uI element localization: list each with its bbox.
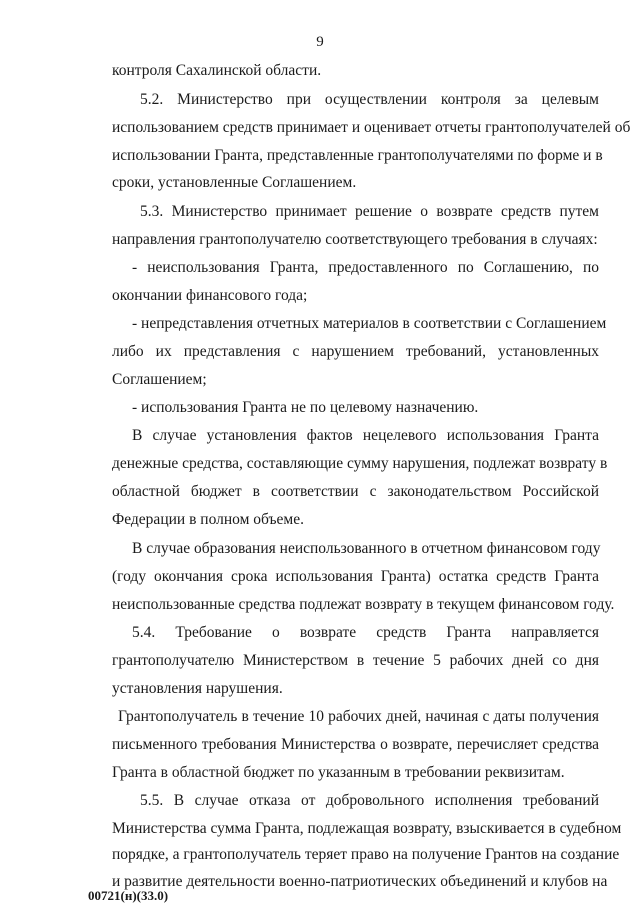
text-line: В случае установления фактов нецелевого использования Гранта: [132, 427, 599, 444]
text-line: (году окончания срока использования Гранта) остатка средств Гранта: [112, 568, 599, 585]
page-number: 9: [316, 34, 324, 50]
text-line: В случае образования неиспользованного в отчетном финансовом году: [132, 540, 601, 557]
text-line: 5.2. Министерство при осуществлении контроля за целевым: [140, 91, 599, 108]
text-line: грантополучателю Министерством в течение 5 рабочих дней со дня: [112, 652, 599, 669]
text-line: областной бюджет в соответствии с законодательством Российской: [112, 483, 599, 500]
text-line: - использования Гранта не по целевому назначению.: [132, 399, 479, 416]
text-line: письменного требования Министерства о возврате, перечисляет средства: [112, 736, 599, 753]
text-line: Министерства сумма Гранта, подлежащая возврату, взыскивается в судебном: [112, 820, 622, 837]
text-line: 5.4. Требование о возврате средств Гранта направляется: [132, 624, 599, 641]
text-line: Гранта в областной бюджет по указанным в требовании реквизитам.: [112, 764, 565, 781]
text-line: окончании финансового года;: [112, 287, 308, 304]
text-line: сроки, установленные Соглашением.: [112, 174, 357, 191]
text-line: Соглашением;: [112, 371, 207, 388]
text-line: использовании Гранта, представленные грантополучателями по форме и в: [112, 147, 603, 164]
document-code: 00721(н)(33.0): [88, 888, 169, 903]
text-line: неиспользованные средства подлежат возврату в текущем финансовом году.: [112, 596, 615, 613]
text-line: Федерации в полном объеме.: [112, 511, 304, 528]
text-line: 5.3. Министерство принимает решение о возврате средств путем: [140, 203, 599, 220]
text-line: либо их представления с нарушением требований, установленных: [112, 343, 599, 360]
text-line: направления грантополучателю соответствующего требования в случаях:: [112, 231, 598, 248]
text-line: порядке, а грантополучатель теряет право на получение Грантов на создание: [112, 846, 620, 863]
text-line: контроля Сахалинской области.: [112, 62, 322, 79]
text-line: и развитие деятельности военно-патриотических объединений и клубов на: [112, 873, 608, 890]
text-line: 5.5. В случае отказа от добровольного исполнения требований: [140, 792, 599, 809]
text-line: денежные средства, составляющие сумму нарушения, подлежат возврату в: [112, 455, 608, 472]
text-line: - непредставления отчетных материалов в соответствии с Соглашением: [132, 315, 607, 332]
text-line: использованием средств принимает и оценивает отчеты грантополучателей об: [112, 119, 631, 136]
text-line: установления нарушения.: [112, 680, 283, 697]
text-line: - неиспользования Гранта, предоставленного по Соглашению, по: [132, 259, 599, 276]
text-line: Грантополучатель в течение 10 рабочих дней, начиная с даты получения: [118, 708, 599, 725]
